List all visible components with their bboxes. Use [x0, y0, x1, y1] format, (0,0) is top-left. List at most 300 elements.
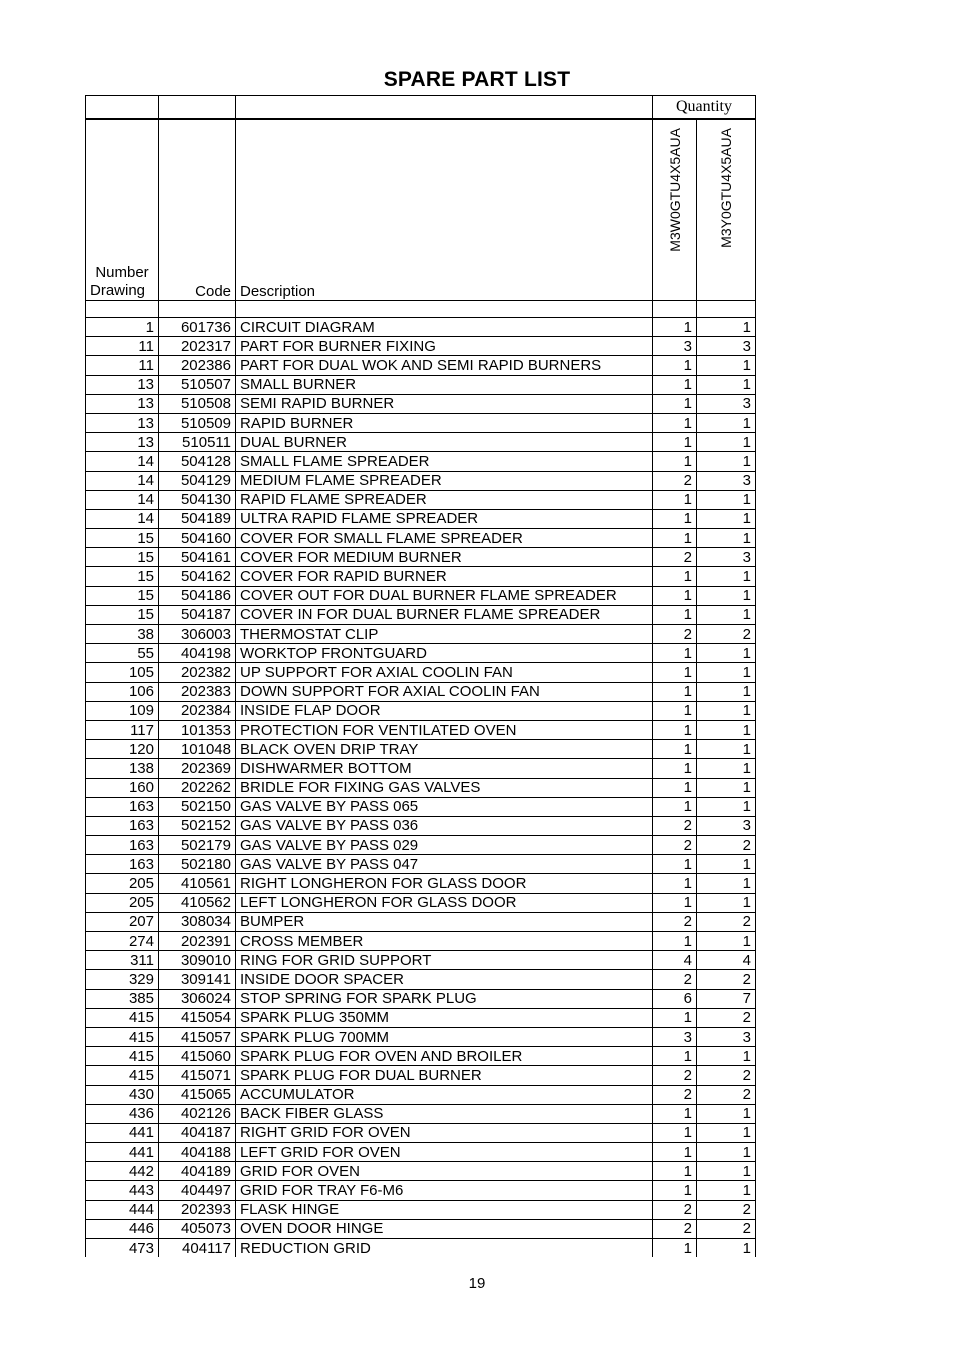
drawing-number-cell: 473 [86, 1239, 159, 1258]
description-cell: FLASK HINGE [236, 1200, 653, 1219]
description-cell: RIGHT GRID FOR OVEN [236, 1123, 653, 1142]
description-cell: LEFT LONGHERON FOR GLASS DOOR [236, 893, 653, 912]
drawing-number-cell: 38 [86, 625, 159, 644]
code-cell: 202383 [159, 682, 236, 701]
table-row [86, 1104, 756, 1123]
description-cell: STOP SPRING FOR SPARK PLUG [236, 989, 653, 1008]
code-cell: 101048 [159, 740, 236, 759]
qty-model-a-cell: 1 [653, 586, 697, 605]
qty-model-b-cell: 3 [697, 816, 756, 835]
drawing-number-cell: 385 [86, 989, 159, 1008]
spacer-cell [653, 301, 697, 318]
description-cell: SPARK PLUG FOR OVEN AND BROILER [236, 1047, 653, 1066]
code-cell: 504162 [159, 567, 236, 586]
code-cell: 402126 [159, 1104, 236, 1123]
drawing-number-cell: 274 [86, 932, 159, 951]
code-cell: 404188 [159, 1143, 236, 1162]
spacer-cell [86, 301, 159, 318]
qty-model-a-cell: 3 [653, 337, 697, 356]
description-cell: GAS VALVE BY PASS 029 [236, 836, 653, 855]
qty-model-b-cell: 1 [697, 1162, 756, 1181]
table-row [86, 1085, 756, 1104]
description-cell: PROTECTION FOR VENTILATED OVEN [236, 720, 653, 739]
description-cell: RIGHT LONGHERON FOR GLASS DOOR [236, 874, 653, 893]
table-row [86, 740, 756, 759]
table-row [86, 318, 756, 337]
qty-model-a-cell: 1 [653, 797, 697, 816]
table-row [86, 1066, 756, 1085]
model-b-label: M3Y0GTU4X5AUA [718, 128, 734, 248]
drawing-number-cell: 1 [86, 318, 159, 337]
code-cell: 510509 [159, 413, 236, 432]
qty-model-a-cell: 1 [653, 433, 697, 452]
quantity-header: Quantity [653, 96, 756, 120]
drawing-number-cell: 13 [86, 433, 159, 452]
code-cell: 504161 [159, 548, 236, 567]
description-cell: COVER OUT FOR DUAL BURNER FLAME SPREADER [236, 586, 653, 605]
drawing-number-cell: 15 [86, 586, 159, 605]
drawing-number-cell: 163 [86, 836, 159, 855]
model-a-label: M3W0GTU4X5AUA [666, 128, 683, 252]
qty-model-a-cell: 2 [653, 471, 697, 490]
qty-model-b-cell: 1 [697, 778, 756, 797]
drawing-number-cell: 415 [86, 1008, 159, 1027]
qty-model-b-cell: 2 [697, 1219, 756, 1238]
qty-model-b-cell: 3 [697, 548, 756, 567]
drawing-number-cell: 15 [86, 567, 159, 586]
drawing-number-cell: 13 [86, 375, 159, 394]
description-cell: BLACK OVEN DRIP TRAY [236, 740, 653, 759]
table-row [86, 644, 756, 663]
qty-model-a-cell: 1 [653, 682, 697, 701]
code-cell: 202262 [159, 778, 236, 797]
description-cell: SEMI RAPID BURNER [236, 394, 653, 413]
description-cell: BRIDLE FOR FIXING GAS VALVES [236, 778, 653, 797]
qty-model-a-cell: 2 [653, 1200, 697, 1219]
number-drawing-header [86, 119, 159, 301]
code-cell: 415071 [159, 1066, 236, 1085]
code-cell: 404497 [159, 1181, 236, 1200]
drawing-number-cell: 160 [86, 778, 159, 797]
drawing-number-cell: 205 [86, 874, 159, 893]
description-cell: SMALL BURNER [236, 375, 653, 394]
qty-model-a-cell: 1 [653, 701, 697, 720]
code-cell: 101353 [159, 720, 236, 739]
code-cell: 502180 [159, 855, 236, 874]
code-cell: 415060 [159, 1047, 236, 1066]
qty-model-b-cell: 3 [697, 1027, 756, 1046]
description-cell: INSIDE FLAP DOOR [236, 701, 653, 720]
table-row [86, 1181, 756, 1200]
table-row [86, 932, 756, 951]
qty-model-a-cell: 4 [653, 951, 697, 970]
code-cell: 504128 [159, 452, 236, 471]
qty-model-b-cell: 2 [697, 625, 756, 644]
qty-model-b-cell: 1 [697, 874, 756, 893]
qty-model-a-cell: 1 [653, 529, 697, 548]
qty-model-b-cell: 1 [697, 605, 756, 624]
table-row [86, 413, 756, 432]
qty-model-b-cell: 2 [697, 836, 756, 855]
qty-model-a-cell: 1 [653, 1008, 697, 1027]
qty-model-b-cell: 1 [697, 663, 756, 682]
code-header: Code [159, 119, 236, 301]
description-cell: COVER IN FOR DUAL BURNER FLAME SPREADER [236, 605, 653, 624]
qty-model-a-cell: 2 [653, 1085, 697, 1104]
qty-model-a-cell: 2 [653, 625, 697, 644]
description-cell: SPARK PLUG FOR DUAL BURNER [236, 1066, 653, 1085]
qty-model-b-cell: 1 [697, 855, 756, 874]
drawing-number-cell: 446 [86, 1219, 159, 1238]
qty-model-a-cell: 1 [653, 1104, 697, 1123]
drawing-number-cell: 106 [86, 682, 159, 701]
table-row [86, 394, 756, 413]
drawing-number-cell: 120 [86, 740, 159, 759]
code-cell: 504129 [159, 471, 236, 490]
qty-model-b-cell: 1 [697, 797, 756, 816]
table-row [86, 1239, 756, 1258]
description-cell: THERMOSTAT CLIP [236, 625, 653, 644]
table-row [86, 989, 756, 1008]
description-cell: GRID FOR OVEN [236, 1162, 653, 1181]
qty-model-a-cell: 1 [653, 644, 697, 663]
code-cell: 504186 [159, 586, 236, 605]
qty-model-b-cell: 1 [697, 452, 756, 471]
page-number: 19 [468, 1275, 486, 1292]
code-cell: 202393 [159, 1200, 236, 1219]
code-cell: 404189 [159, 1162, 236, 1181]
code-cell: 410561 [159, 874, 236, 893]
table-row [86, 375, 756, 394]
code-cell: 308034 [159, 912, 236, 931]
table-row [86, 529, 756, 548]
code-cell: 415054 [159, 1008, 236, 1027]
code-cell: 510507 [159, 375, 236, 394]
qty-model-a-cell: 2 [653, 1219, 697, 1238]
number-drawing-header-line1: Number [95, 264, 149, 281]
table-row [86, 490, 756, 509]
code-cell: 404187 [159, 1123, 236, 1142]
table-row [86, 567, 756, 586]
code-cell: 306003 [159, 625, 236, 644]
table-row [86, 682, 756, 701]
code-cell: 510511 [159, 433, 236, 452]
header-row-columns [86, 119, 756, 301]
code-cell: 309010 [159, 951, 236, 970]
description-cell: PART FOR DUAL WOK AND SEMI RAPID BURNERS [236, 356, 653, 375]
qty-model-b-cell: 1 [697, 529, 756, 548]
drawing-number-cell: 15 [86, 548, 159, 567]
drawing-number-cell: 163 [86, 816, 159, 835]
drawing-number-cell: 15 [86, 605, 159, 624]
qty-model-a-cell: 1 [653, 1143, 697, 1162]
qty-model-a-cell: 1 [653, 874, 697, 893]
drawing-number-cell: 138 [86, 759, 159, 778]
qty-model-b-cell: 1 [697, 1123, 756, 1142]
table-row [86, 1047, 756, 1066]
description-cell: SMALL FLAME SPREADER [236, 452, 653, 471]
qty-model-a-cell: 1 [653, 605, 697, 624]
header-empty-cell [159, 96, 236, 120]
description-cell: WORKTOP FRONTGUARD [236, 644, 653, 663]
spare-part-table [85, 95, 756, 1257]
model-b-header [697, 119, 756, 301]
qty-model-a-cell: 1 [653, 318, 697, 337]
code-cell: 415065 [159, 1085, 236, 1104]
description-cell: OVEN DOOR HINGE [236, 1219, 653, 1238]
description-cell: CROSS MEMBER [236, 932, 653, 951]
drawing-number-cell: 14 [86, 509, 159, 528]
qty-model-a-cell: 1 [653, 1047, 697, 1066]
description-cell: COVER FOR SMALL FLAME SPREADER [236, 529, 653, 548]
qty-model-b-cell: 1 [697, 893, 756, 912]
code-cell: 202384 [159, 701, 236, 720]
qty-model-b-cell: 1 [697, 318, 756, 337]
table-row [86, 836, 756, 855]
qty-model-a-cell: 1 [653, 1239, 697, 1258]
qty-model-b-cell: 1 [697, 586, 756, 605]
qty-model-a-cell: 1 [653, 855, 697, 874]
qty-model-b-cell: 1 [697, 644, 756, 663]
drawing-number-cell: 329 [86, 970, 159, 989]
description-cell: COVER FOR RAPID BURNER [236, 567, 653, 586]
drawing-number-cell: 444 [86, 1200, 159, 1219]
qty-model-b-cell: 1 [697, 356, 756, 375]
drawing-number-cell: 14 [86, 471, 159, 490]
description-cell: ULTRA RAPID FLAME SPREADER [236, 509, 653, 528]
code-cell: 405073 [159, 1219, 236, 1238]
description-cell: LEFT GRID FOR OVEN [236, 1143, 653, 1162]
qty-model-a-cell: 2 [653, 970, 697, 989]
qty-model-b-cell: 2 [697, 912, 756, 931]
description-cell: CIRCUIT DIAGRAM [236, 318, 653, 337]
code-cell: 504189 [159, 509, 236, 528]
code-cell: 309141 [159, 970, 236, 989]
drawing-number-cell: 436 [86, 1104, 159, 1123]
code-cell: 202369 [159, 759, 236, 778]
code-cell: 202391 [159, 932, 236, 951]
drawing-number-cell: 205 [86, 893, 159, 912]
table-row [86, 970, 756, 989]
qty-model-b-cell: 1 [697, 433, 756, 452]
code-cell: 404117 [159, 1239, 236, 1258]
description-header: Description [236, 119, 653, 301]
description-cell: REDUCTION GRID [236, 1239, 653, 1258]
qty-model-a-cell: 1 [653, 740, 697, 759]
qty-model-a-cell: 1 [653, 452, 697, 471]
description-cell: GAS VALVE BY PASS 036 [236, 816, 653, 835]
qty-model-b-cell: 2 [697, 1066, 756, 1085]
number-drawing-header-line2: Drawing [90, 282, 146, 299]
qty-model-a-cell: 1 [653, 490, 697, 509]
qty-model-a-cell: 1 [653, 663, 697, 682]
table-row [86, 605, 756, 624]
qty-model-a-cell: 1 [653, 932, 697, 951]
drawing-number-cell: 430 [86, 1085, 159, 1104]
description-cell: DOWN SUPPORT FOR AXIAL COOLIN FAN [236, 682, 653, 701]
table-row [86, 625, 756, 644]
drawing-number-cell: 15 [86, 529, 159, 548]
qty-model-a-cell: 2 [653, 816, 697, 835]
qty-model-b-cell: 1 [697, 720, 756, 739]
qty-model-b-cell: 1 [697, 1143, 756, 1162]
table-row [86, 720, 756, 739]
qty-model-a-cell: 1 [653, 1181, 697, 1200]
description-cell: MEDIUM FLAME SPREADER [236, 471, 653, 490]
qty-model-a-cell: 1 [653, 509, 697, 528]
qty-model-a-cell: 1 [653, 356, 697, 375]
header-row-quantity [86, 96, 756, 120]
qty-model-b-cell: 1 [697, 375, 756, 394]
drawing-number-cell: 163 [86, 855, 159, 874]
table-row [86, 548, 756, 567]
code-cell: 502179 [159, 836, 236, 855]
qty-model-b-cell: 1 [697, 701, 756, 720]
code-cell: 504187 [159, 605, 236, 624]
qty-model-b-cell: 1 [697, 1104, 756, 1123]
qty-model-b-cell: 1 [697, 490, 756, 509]
table-row [86, 1200, 756, 1219]
spacer-cell [236, 301, 653, 318]
qty-model-a-cell: 1 [653, 375, 697, 394]
qty-model-b-cell: 7 [697, 989, 756, 1008]
description-cell: BACK FIBER GLASS [236, 1104, 653, 1123]
drawing-number-cell: 105 [86, 663, 159, 682]
drawing-number-cell: 163 [86, 797, 159, 816]
description-cell: COVER FOR MEDIUM BURNER [236, 548, 653, 567]
qty-model-a-cell: 1 [653, 893, 697, 912]
description-cell: SPARK PLUG 700MM [236, 1027, 653, 1046]
description-cell: SPARK PLUG 350MM [236, 1008, 653, 1027]
drawing-number-cell: 14 [86, 490, 159, 509]
drawing-number-cell: 415 [86, 1066, 159, 1085]
table-row [86, 797, 756, 816]
table-row [86, 356, 756, 375]
qty-model-b-cell: 3 [697, 394, 756, 413]
qty-model-a-cell: 1 [653, 720, 697, 739]
qty-model-a-cell: 1 [653, 413, 697, 432]
drawing-number-cell: 14 [86, 452, 159, 471]
description-cell: BUMPER [236, 912, 653, 931]
qty-model-b-cell: 1 [697, 759, 756, 778]
code-cell: 202386 [159, 356, 236, 375]
drawing-number-cell: 11 [86, 337, 159, 356]
qty-model-b-cell: 3 [697, 337, 756, 356]
qty-model-a-cell: 1 [653, 1123, 697, 1142]
table-row [86, 874, 756, 893]
qty-model-a-cell: 1 [653, 778, 697, 797]
code-cell: 415057 [159, 1027, 236, 1046]
spacer-cell [159, 301, 236, 318]
table-row [86, 816, 756, 835]
table-row [86, 759, 756, 778]
table-row [86, 701, 756, 720]
table-row [86, 1123, 756, 1142]
qty-model-a-cell: 1 [653, 394, 697, 413]
table-row [86, 1219, 756, 1238]
table-row [86, 778, 756, 797]
description-cell: UP SUPPORT FOR AXIAL COOLIN FAN [236, 663, 653, 682]
table-row [86, 509, 756, 528]
qty-model-a-cell: 1 [653, 567, 697, 586]
qty-model-b-cell: 1 [697, 682, 756, 701]
table-row [86, 855, 756, 874]
code-cell: 410562 [159, 893, 236, 912]
description-cell: RING FOR GRID SUPPORT [236, 951, 653, 970]
qty-model-b-cell: 1 [697, 1047, 756, 1066]
header-empty-cell [236, 96, 653, 120]
drawing-number-cell: 109 [86, 701, 159, 720]
qty-model-b-cell: 2 [697, 1008, 756, 1027]
table-row [86, 452, 756, 471]
qty-model-b-cell: 4 [697, 951, 756, 970]
model-a-header [653, 119, 697, 301]
drawing-number-cell: 443 [86, 1181, 159, 1200]
qty-model-a-cell: 1 [653, 759, 697, 778]
qty-model-b-cell: 2 [697, 1085, 756, 1104]
code-cell: 504160 [159, 529, 236, 548]
code-cell: 202382 [159, 663, 236, 682]
header-empty-cell [86, 96, 159, 120]
drawing-number-cell: 415 [86, 1027, 159, 1046]
table-row [86, 586, 756, 605]
table-row [86, 471, 756, 490]
table-row [86, 1143, 756, 1162]
spacer-cell [697, 301, 756, 318]
qty-model-b-cell: 2 [697, 1200, 756, 1219]
qty-model-b-cell: 1 [697, 932, 756, 951]
table-row [86, 663, 756, 682]
description-cell: INSIDE DOOR SPACER [236, 970, 653, 989]
drawing-number-cell: 13 [86, 394, 159, 413]
description-cell: DUAL BURNER [236, 433, 653, 452]
page-title: SPARE PART LIST [383, 68, 571, 91]
qty-model-b-cell: 3 [697, 471, 756, 490]
drawing-number-cell: 442 [86, 1162, 159, 1181]
drawing-number-cell: 207 [86, 912, 159, 931]
code-cell: 502150 [159, 797, 236, 816]
qty-model-a-cell: 2 [653, 1066, 697, 1085]
table-row [86, 1027, 756, 1046]
description-cell: RAPID FLAME SPREADER [236, 490, 653, 509]
qty-model-b-cell: 2 [697, 970, 756, 989]
drawing-number-cell: 13 [86, 413, 159, 432]
description-cell: DISHWARMER BOTTOM [236, 759, 653, 778]
drawing-number-cell: 55 [86, 644, 159, 663]
description-cell: RAPID BURNER [236, 413, 653, 432]
table-row [86, 1008, 756, 1027]
drawing-number-cell: 441 [86, 1143, 159, 1162]
table-row [86, 912, 756, 931]
code-cell: 404198 [159, 644, 236, 663]
table-row [86, 433, 756, 452]
drawing-number-cell: 415 [86, 1047, 159, 1066]
description-cell: PART FOR BURNER FIXING [236, 337, 653, 356]
code-cell: 504130 [159, 490, 236, 509]
description-cell: GAS VALVE BY PASS 047 [236, 855, 653, 874]
table-row [86, 951, 756, 970]
qty-model-a-cell: 2 [653, 912, 697, 931]
code-cell: 502152 [159, 816, 236, 835]
description-cell: GRID FOR TRAY F6-M6 [236, 1181, 653, 1200]
qty-model-b-cell: 1 [697, 413, 756, 432]
qty-model-a-cell: 6 [653, 989, 697, 1008]
code-cell: 306024 [159, 989, 236, 1008]
drawing-number-cell: 117 [86, 720, 159, 739]
qty-model-a-cell: 2 [653, 548, 697, 567]
description-cell: ACCUMULATOR [236, 1085, 653, 1104]
drawing-number-cell: 441 [86, 1123, 159, 1142]
